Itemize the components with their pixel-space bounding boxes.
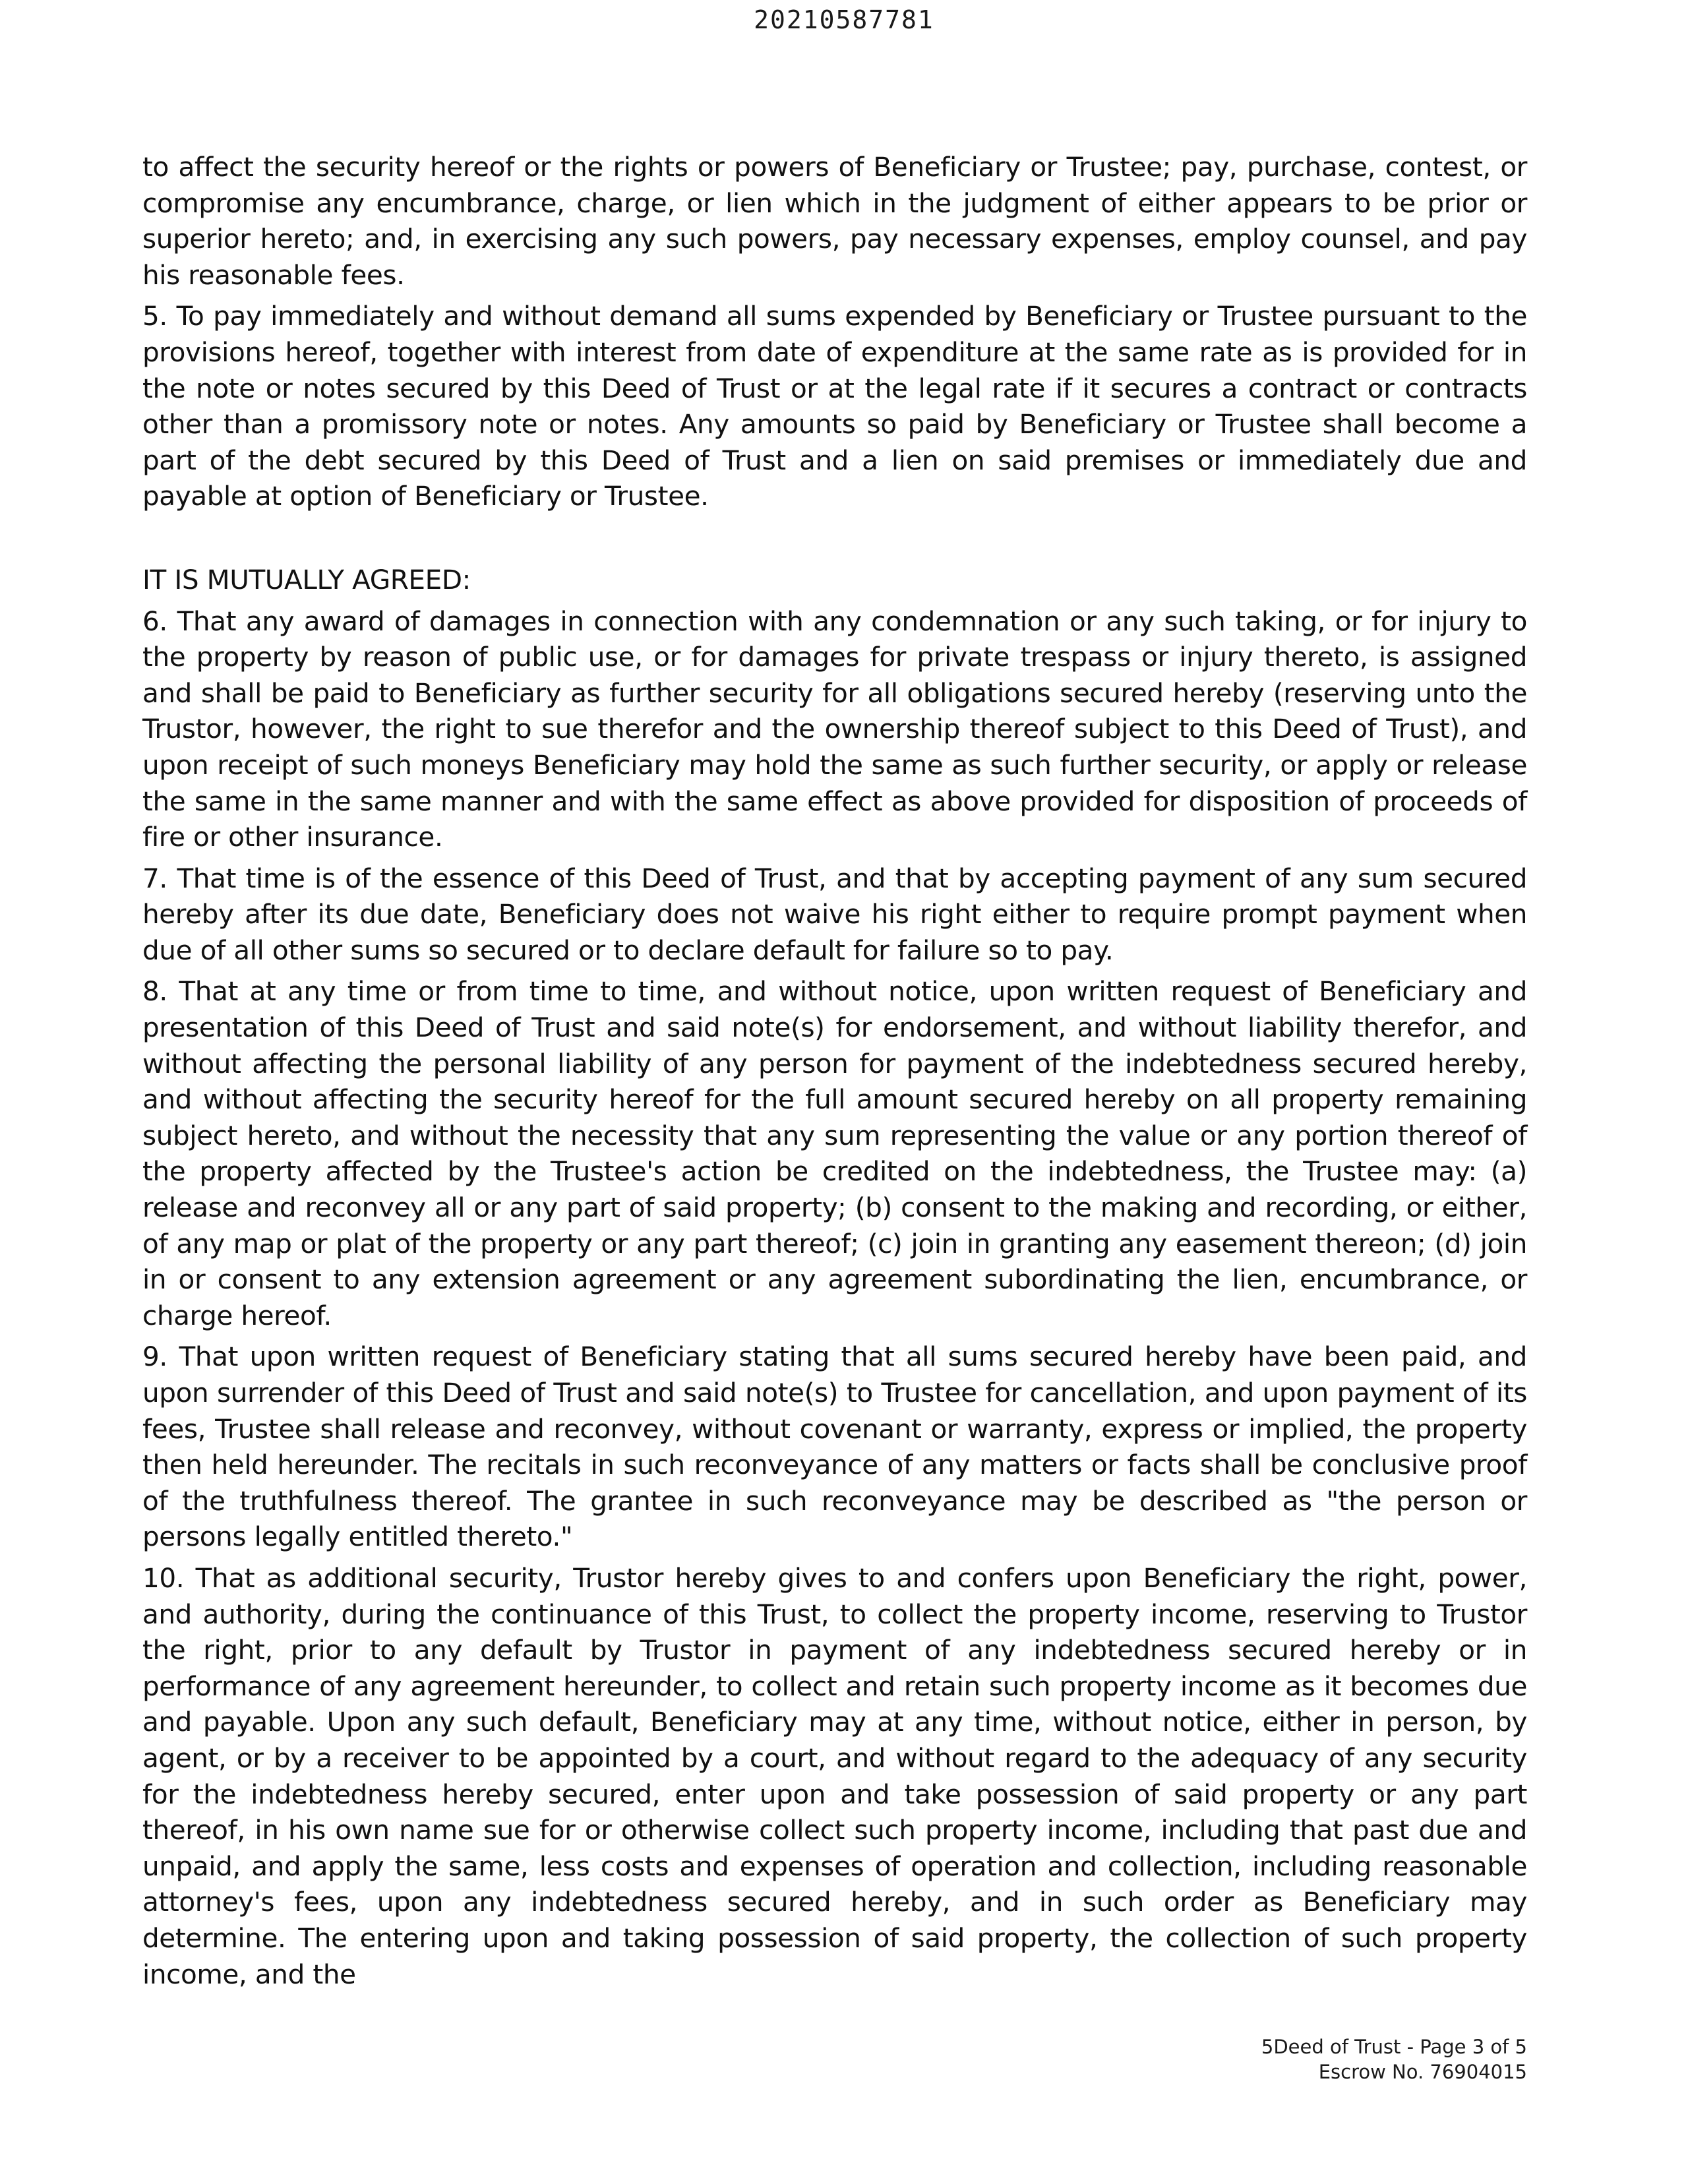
paragraph-6: 6. That any award of damages in connection with any condemnation or any such taking, or for injury to the property by reason of public use, or for damages for private trespass or injury thereto, is assigned and shall be paid to Beneficiary as further security for all obligations secured hereby (reserving unto the Trustor, however, the right to sue therefor and the ownership thereof subject to this Deed of Trust), and upon receipt of such moneys Beneficiary may hold the same as such further security, or apply or release the same in the same manner and with the same effect as above provided for disposition of proceeds of fire or other insurance.	[142, 605, 1527, 853]
page-footer	[1261, 2034, 1527, 2084]
paragraph-5: 5. To pay immediately and without demand all sums expended by Beneficiary or Trustee pursuant to the provisions hereof, together with interest from date of expenditure at the same rate as is provided for in the note or notes secured by this Deed of Trust or at the legal rate if it secures a contract or contracts other than a promissory note or notes. Any amounts so paid by Beneficiary or Trustee shall become a part of the debt secured by this Deed of Trust and a lien on said premises or immediately due and payable at option of Beneficiary or Trustee.	[142, 300, 1527, 512]
paragraph-continuation: to affect the security hereof or the rights or powers of Beneficiary or Trustee; pay, purchase, contest, or compromise any encumbrance, charge, or lien which in the judgment of either appears to be prior or superior hereto; and, in exercising any such powers, pay necessary expenses, employ counsel, and pay his reasonable fees.	[142, 151, 1527, 291]
escrow-label: Escrow No. 76904015	[1318, 2061, 1527, 2083]
paragraph-8: 8. That at any time or from time to time, and without notice, upon written request of Beneficiary and presentation of this Deed of Trust and said note(s) for endorsement, and without liability therefor, and without affecting the personal liability of any person for payment of the indebtedness secured hereby, and without affecting the security hereof for the full amount secured hereby on all property remaining subject hereto, and without the necessity that any sum representing the value or any portion thereof of the property affected by the Trustee's action be credited on the indebtedness, the Trustee may: (a) release and reconvey all or any part of said property; (b) consent to the making and recording, or either, of any map or plat of the property or any part thereof; (c) join in granting any easement thereon; (d) join in or consent to any extension agreement or any agreement subordinating the lien, encumbrance, or charge hereof.	[142, 975, 1527, 1331]
paragraph-10: 10. That as additional security, Trustor hereby gives to and confers upon Beneficiary the right, power, and authority, during the continuance of this Trust, to collect the property income, reserving to Trustor the right, prior to any default by Trustor in payment of any indebtedness secured hereby or in performance of any agreement hereunder, to collect and retain such property income as it becomes due and payable. Upon any such default, Beneficiary may at any time, without notice, either in person, by agent, or by a receiver to be appointed by a court, and without regard to the adequacy of any security for the indebtedness hereby secured, enter upon and take possession of said property or any part thereof, in his own name sue for or otherwise collect such property income, including that past due and unpaid, and apply the same, less costs and expenses of operation and collection, including reasonable attorney's fees, upon any indebtedness secured hereby, and in such order as Beneficiary may determine. The entering upon and taking possession of said property, the collection of such property income, and the	[142, 1562, 1527, 1990]
paragraph-7: 7. That time is of the essence of this Deed of Trust, and that by accepting payment of any sum secured hereby after its due date, Beneficiary does not waive his right either to require prompt payment when due of all other sums so secured or to declare default for failure so to pay.	[142, 862, 1527, 966]
paragraph-9: 9. That upon written request of Beneficiary stating that all sums secured hereby have been paid, and upon surrender of this Deed of Trust and said note(s) to Trustee for cancellation, and upon payment of its fees, Trustee shall release and reconvey, without covenant or warranty, express or implied, the property then held hereunder. The recitals in such reconveyance of any matters or facts shall be conclusive proof of the truthfulness thereof. The grantee in such reconveyance may be described as "the person or persons legally entitled thereto."	[142, 1341, 1527, 1553]
page-label: 5Deed of Trust - Page 3 of 5	[1261, 2036, 1527, 2058]
document-number: 20210587781	[754, 5, 934, 34]
document-body	[142, 149, 1527, 1997]
section-heading: IT IS MUTUALLY AGREED:	[142, 563, 471, 595]
